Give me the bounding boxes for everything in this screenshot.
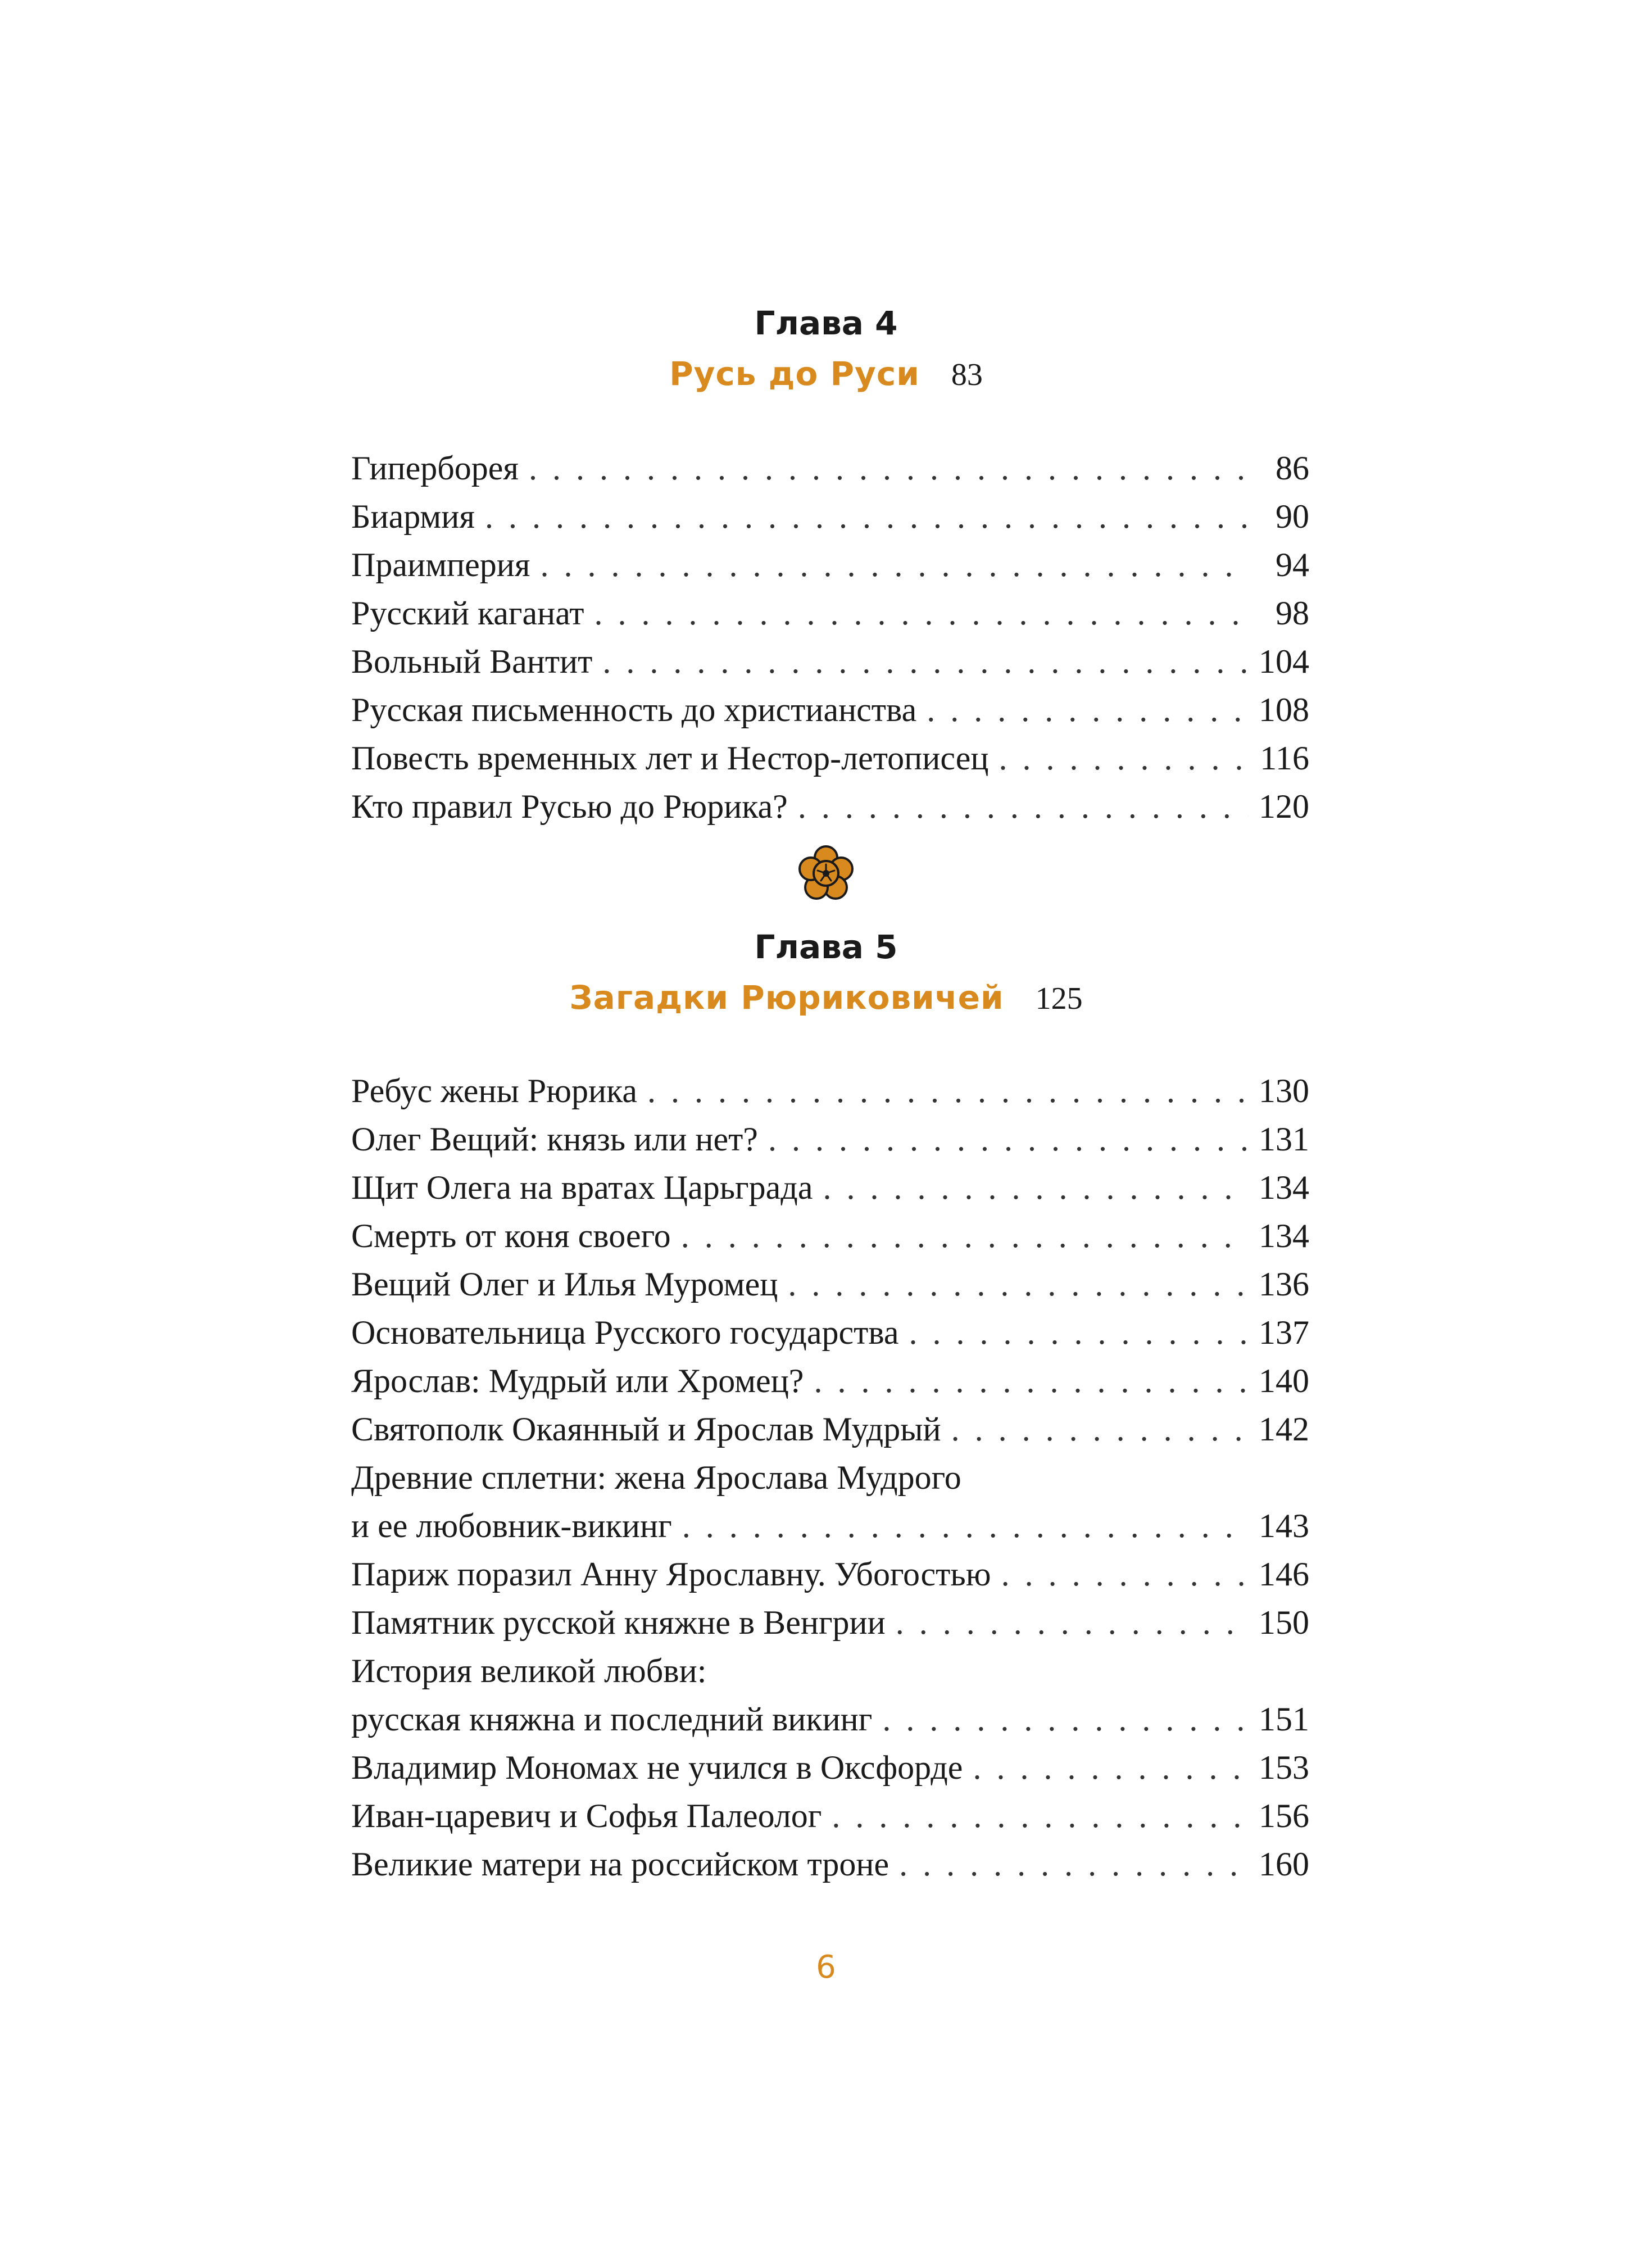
toc-entry-page: 90: [1276, 498, 1309, 535]
toc-entry-title: Биармия: [351, 498, 475, 535]
toc-entry-page: 104: [1259, 643, 1309, 680]
toc-entry-page: 98: [1276, 595, 1309, 632]
toc-entry-title: Русская письменность до христианства: [351, 691, 917, 728]
toc-entry-title: Вещий Олег и Илья Муромец: [351, 1266, 778, 1303]
dot-leader: [529, 444, 1249, 492]
toc-entry[interactable]: [351, 1502, 1309, 1550]
toc-entry[interactable]: [351, 1792, 1309, 1840]
toc-entry-page: 146: [1259, 1556, 1309, 1593]
toc-entry-page: 140: [1259, 1362, 1309, 1399]
toc-entry[interactable]: [351, 1115, 1309, 1163]
toc-entry-title: Олег Вещий: князь или нет?: [351, 1121, 758, 1158]
toc-entry-title: Великие матери на российском троне: [351, 1846, 889, 1883]
toc-entry-title: Святополк Окаянный и Ярослав Мудрый: [351, 1411, 941, 1448]
toc-entry-first-line[interactable]: [351, 1647, 1309, 1695]
chapter-4-label: Глава 4: [754, 304, 898, 342]
toc-entry-page: 160: [1259, 1846, 1309, 1883]
dot-leader: [927, 686, 1249, 734]
chapter-5-toc: [351, 1067, 1309, 1888]
toc-entry-title: Памятник русской княжне в Венгрии: [351, 1604, 886, 1641]
toc-entry-page: 116: [1260, 740, 1309, 777]
dot-leader: [647, 1067, 1249, 1115]
toc-entry[interactable]: [351, 1598, 1309, 1647]
toc-entry-title: Иван-царевич и Софья Палеолог: [351, 1797, 822, 1834]
toc-entry-title: русская княжна и последний викинг: [351, 1701, 873, 1738]
toc-entry-title: Русский каганат: [351, 595, 584, 632]
toc-entry-page: 153: [1259, 1749, 1309, 1786]
toc-entry-page: 108: [1259, 691, 1309, 728]
toc-entry[interactable]: [351, 541, 1309, 589]
toc-entry[interactable]: [351, 1308, 1309, 1357]
toc-entry-title: Смерть от коня своего: [351, 1217, 671, 1254]
toc-entry-title: Древние сплетни: жена Ярослава Мудрого: [351, 1459, 961, 1496]
toc-entry[interactable]: [351, 492, 1309, 541]
flower-ornament-icon: [797, 844, 855, 903]
toc-entry-page: 130: [1259, 1072, 1309, 1109]
toc-entry-page: 120: [1259, 788, 1309, 825]
dot-leader: [541, 541, 1249, 589]
toc-entry[interactable]: [351, 686, 1309, 734]
dot-leader: [909, 1308, 1249, 1357]
toc-entry-title: Щит Олега на вратах Царьграда: [351, 1169, 813, 1206]
dot-leader: [768, 1115, 1249, 1163]
toc-entry-page: 151: [1259, 1701, 1309, 1738]
page-number: 6: [816, 1949, 836, 1986]
dot-leader: [682, 1502, 1249, 1550]
dot-leader: [973, 1743, 1249, 1792]
dot-leader: [823, 1163, 1249, 1212]
dot-leader: [788, 1260, 1249, 1308]
toc-entry[interactable]: [351, 1067, 1309, 1115]
toc-entry[interactable]: [351, 1260, 1309, 1308]
chapter-5-label: Глава 5: [754, 928, 898, 966]
chapter-4-toc: [351, 444, 1309, 831]
chapter-4-title-row: [0, 351, 1652, 405]
dot-leader: [485, 492, 1249, 541]
toc-entry-page: 94: [1276, 546, 1309, 583]
toc-entry-title: Праимперия: [351, 546, 530, 583]
dot-leader: [899, 1840, 1249, 1888]
dot-leader: [1001, 1550, 1249, 1598]
dot-leader: [681, 1212, 1249, 1260]
toc-entry[interactable]: [351, 1743, 1309, 1792]
toc-entry[interactable]: [351, 1840, 1309, 1888]
chapter-5-title: Загадки Рюриковичей: [569, 978, 1004, 1017]
dot-leader: [951, 1405, 1249, 1453]
toc-entry[interactable]: [351, 1163, 1309, 1212]
toc-entry-title: Ярослав: Мудрый или Хромец?: [351, 1362, 804, 1399]
toc-entry-page: 156: [1259, 1797, 1309, 1834]
toc-entry-title: Ребус жены Рюрика: [351, 1072, 637, 1109]
dot-leader: [814, 1357, 1249, 1405]
toc-entry[interactable]: [351, 1357, 1309, 1405]
toc-entry-page: 137: [1259, 1314, 1309, 1351]
toc-entry-first-line[interactable]: [351, 1453, 1309, 1502]
dot-leader: [832, 1792, 1249, 1840]
dot-leader: [882, 1695, 1249, 1743]
toc-entry-title: Владимир Мономах не учился в Оксфорде: [351, 1749, 963, 1786]
toc-entry-page: 131: [1259, 1121, 1309, 1158]
chapter-4-title: Русь до Руси: [669, 355, 920, 393]
chapter-4-page: 83: [951, 357, 983, 392]
toc-entry[interactable]: [351, 1212, 1309, 1260]
toc-entry-title: Вольный Вантит: [351, 643, 593, 680]
toc-entry-title: и ее любовник-викинг: [351, 1507, 672, 1544]
toc-entry-title: Гиперборея: [351, 450, 519, 487]
dot-leader: [798, 782, 1249, 831]
toc-entry-page: 136: [1259, 1266, 1309, 1303]
toc-entry-title: Основательница Русского государства: [351, 1314, 899, 1351]
toc-entry-page: 134: [1259, 1217, 1309, 1254]
toc-entry[interactable]: [351, 637, 1309, 686]
toc-entry[interactable]: [351, 1405, 1309, 1453]
toc-entry[interactable]: [351, 734, 1309, 782]
toc-entry[interactable]: [351, 1550, 1309, 1598]
toc-entry-title: Кто правил Русью до Рюрика?: [351, 788, 788, 825]
toc-entry-page: 150: [1259, 1604, 1309, 1641]
toc-entry-page: 134: [1259, 1169, 1309, 1206]
toc-entry[interactable]: [351, 589, 1309, 637]
toc-entry-page: 86: [1276, 450, 1309, 487]
toc-entry[interactable]: [351, 1695, 1309, 1743]
toc-entry[interactable]: [351, 444, 1309, 492]
dot-leader: [896, 1598, 1249, 1647]
dot-leader: [999, 734, 1249, 782]
dot-leader: [602, 637, 1249, 686]
chapter-5-page: 125: [1035, 981, 1083, 1016]
toc-entry-title: Париж поразил Анну Ярославну. Убогостью: [351, 1556, 991, 1593]
toc-entry-title: Повесть временных лет и Нестор-летописец: [351, 740, 989, 777]
toc-entry-page: 143: [1259, 1507, 1309, 1544]
dot-leader: [594, 589, 1249, 637]
toc-entry-page: 142: [1259, 1411, 1309, 1448]
chapter-5-title-row: [0, 975, 1652, 1029]
toc-entry[interactable]: [351, 782, 1309, 831]
toc-entry-title: История великой любви:: [351, 1652, 707, 1689]
